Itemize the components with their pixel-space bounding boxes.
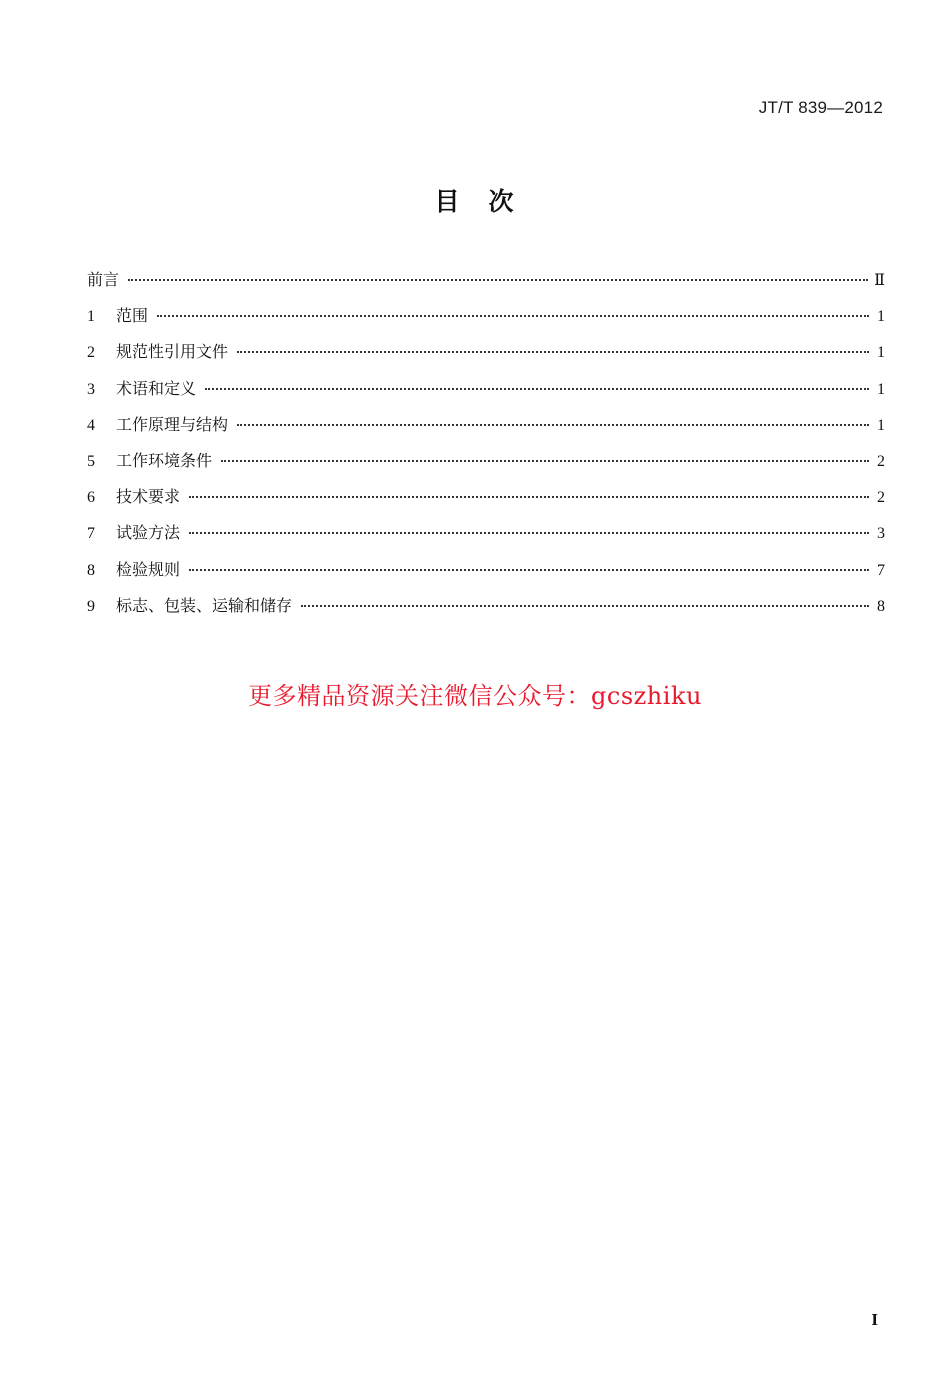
- toc-entry-6[interactable]: [87, 483, 885, 519]
- standard-code: JT/T 839—2012: [758, 98, 883, 117]
- toc-entry-page: 2: [877, 452, 885, 470]
- toc-entry-page: Ⅱ: [874, 272, 885, 289]
- toc-entry-number: 1: [87, 308, 95, 326]
- toc-dot-leader: [189, 496, 869, 498]
- toc-entry-label: 规范性引用文件: [116, 342, 229, 362]
- page-title: 目 次: [434, 187, 516, 216]
- toc-entry-label: 工作环境条件: [116, 450, 213, 470]
- toc-entry-3[interactable]: [87, 375, 885, 411]
- table-of-contents: [87, 266, 885, 628]
- toc-entry-page: 1: [877, 380, 885, 398]
- toc-entry-8[interactable]: [87, 556, 885, 592]
- toc-entry-4[interactable]: [87, 411, 885, 447]
- toc-entry-9[interactable]: [87, 592, 885, 628]
- toc-entry-2[interactable]: [87, 338, 885, 374]
- toc-entry-number: 6: [87, 489, 95, 507]
- toc-entry-number: 3: [87, 380, 95, 398]
- toc-entry-label: 标志、包装、运输和储存: [116, 595, 293, 615]
- toc-entry-label: 检验规则: [116, 559, 181, 579]
- toc-dot-leader: [221, 460, 869, 462]
- toc-entry-page: 3: [877, 525, 885, 543]
- toc-dot-leader: [128, 279, 868, 281]
- toc-entry-number: 9: [87, 597, 95, 615]
- toc-entry-number: 7: [87, 525, 95, 543]
- toc-entry-5[interactable]: [87, 447, 885, 483]
- promo-watermark-text: 更多精品资源关注微信公众号：gcszhiku: [248, 682, 702, 710]
- toc-entry-page: 2: [877, 489, 885, 507]
- toc-entry-label: 试验方法: [116, 523, 181, 543]
- toc-entry-label: 范围: [116, 306, 149, 326]
- toc-entry-number: 8: [87, 561, 95, 579]
- toc-entry-label: 技术要求: [116, 487, 181, 507]
- toc-entry-page: 7: [877, 561, 885, 579]
- toc-entry-page: 1: [877, 344, 885, 362]
- toc-dot-leader: [157, 315, 869, 317]
- toc-entry-page: 1: [877, 416, 885, 434]
- toc-entry-label: 术语和定义: [116, 378, 197, 398]
- toc-entry-number: 5: [87, 452, 95, 470]
- toc-entry-number: 2: [87, 344, 95, 362]
- toc-dot-leader: [237, 351, 869, 353]
- toc-entry-7[interactable]: [87, 519, 885, 555]
- toc-entry-label: 前言: [87, 270, 120, 289]
- toc-entry-number: 4: [87, 416, 95, 434]
- toc-entry-1[interactable]: [87, 302, 885, 338]
- toc-dot-leader: [189, 569, 869, 571]
- toc-entry-foreword[interactable]: [87, 266, 885, 302]
- toc-dot-leader: [189, 532, 869, 534]
- toc-dot-leader: [205, 388, 869, 390]
- toc-entry-label: 工作原理与结构: [116, 414, 229, 434]
- toc-dot-leader: [237, 424, 869, 426]
- toc-entry-page: 1: [877, 308, 885, 326]
- toc-entry-page: 8: [877, 597, 885, 615]
- page-number: I: [871, 1310, 878, 1329]
- toc-dot-leader: [301, 605, 869, 607]
